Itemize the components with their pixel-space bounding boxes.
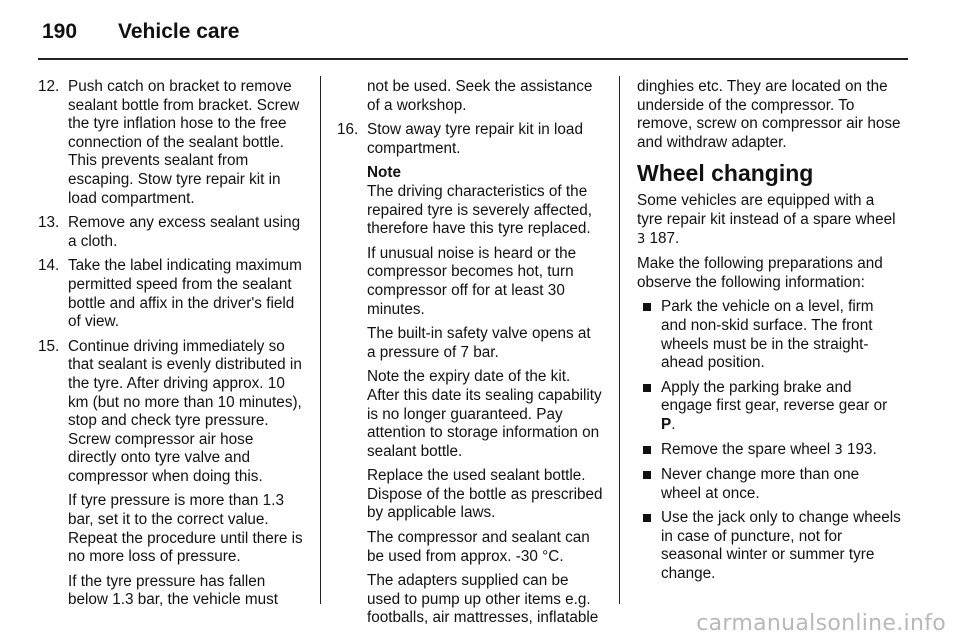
bullet-item <box>639 441 903 461</box>
step-text: Stow away tyre repair kit in load compartment. <box>367 121 583 157</box>
page-ref-link[interactable]: 187. <box>649 229 680 247</box>
intro-text: Some vehicles are equipped with a tyre repair kit instead of a spare wheel <box>637 192 896 228</box>
step-text: Push catch on bracket to remove sealant bottle from bracket. Screw the tyre inflation hose to the free connection of the sealant bottle. This prevents sealant from escaping. Stow tyre repair kit in load compartment. <box>68 78 300 207</box>
bullet-text: Apply the parking brake and engage first gear, reverse gear or <box>661 378 888 415</box>
note-block <box>367 164 603 238</box>
bullet-text: Remove the spare wheel <box>661 440 831 458</box>
bullet-square-icon <box>643 446 651 454</box>
step-number: 16. <box>337 121 359 139</box>
note-para: If unusual noise is heard or the compressor becomes hot, turn compressor off for at least 30 minutes. <box>367 244 577 318</box>
note-para: The compressor and sealant can be used from approx. -30 °C. <box>367 529 590 565</box>
column-divider-2 <box>619 76 620 604</box>
bullet-square-icon <box>643 303 651 311</box>
bullet-square-icon <box>643 471 651 479</box>
tyre-pressure-para-2: If the tyre pressure has fallen below 1.3 bar, the vehicle must <box>68 572 279 609</box>
column-middle <box>337 78 603 634</box>
note-para: The built-in safety valve opens at a pressure of 7 bar. <box>367 325 591 361</box>
column-divider-1 <box>320 76 321 604</box>
bullet-text: Use the jack only to change wheels in case of puncture, not for seasonal winter or summer tyre change. <box>661 509 901 583</box>
page-ref-arrow-icon: 3 <box>834 442 843 458</box>
step-text: Continue driving immediately so that sealant is evenly distributed in the tyre. After driving approx. 10 km (but no more than 10 minutes), stop and check tyre pressure. Screw compressor air hose directly onto tyre valve and compressor when doing this. <box>68 337 302 485</box>
column-right <box>637 78 903 590</box>
note-para: Note the expiry date of the kit. After this date its sealing capability is no longer guaranteed. Pay attention to storage information on sealant bottle. <box>367 368 602 460</box>
step-16 <box>337 121 603 158</box>
continued-text: dinghies etc. They are located on the underside of the compressor. To remove, screw on compressor air hose and withdraw adapter. <box>637 78 901 151</box>
step-text: Take the label indicating maximum permitted speed from the sealant bottle and affix in the driver's field of view. <box>68 257 302 331</box>
note-text: The driving characteristics of the repaired tyre is severely affected, therefore have this tyre replaced. <box>367 182 593 238</box>
step-number: 12. <box>38 78 60 95</box>
bullet-square-icon <box>643 384 651 392</box>
step-14 <box>38 257 306 331</box>
preparation-para: Make the following preparations and observe the following information: <box>637 255 883 291</box>
bullet-item <box>639 298 903 372</box>
page-title: Vehicle care <box>118 20 240 43</box>
bullet-square-icon <box>643 514 651 522</box>
step-12 <box>38 78 306 208</box>
intro-para <box>637 192 903 249</box>
step-13 <box>38 214 306 251</box>
note-para: The adapters supplied can be used to pump up other items e.g. footballs, air mattresses, inflatable <box>367 572 599 627</box>
header-divider <box>38 58 908 60</box>
column-left <box>38 78 306 616</box>
bullet-end: . <box>671 415 676 433</box>
bullet-item <box>639 379 903 435</box>
step-text: Remove any excess sealant using a cloth. <box>68 214 301 250</box>
step-15 <box>38 338 306 487</box>
gear-p-label: P <box>661 415 672 433</box>
bullet-text: Park the vehicle on a level, firm and non-skid surface. The front wheels must be in the straight-ahead position. <box>661 298 874 372</box>
note-label: Note <box>367 164 401 182</box>
page-ref-arrow-icon: 3 <box>637 231 646 247</box>
page-ref-link[interactable]: 193. <box>847 440 877 458</box>
step-number: 14. <box>38 257 60 275</box>
bullet-item <box>639 466 903 503</box>
watermark: carmanualsonline.info <box>696 611 946 636</box>
section-title: Wheel changing <box>637 160 814 187</box>
page-header <box>42 20 239 44</box>
step-number: 15. <box>38 337 60 355</box>
continued-text: not be used. Seek the assistance of a workshop. <box>367 78 593 114</box>
step-number: 13. <box>38 214 60 232</box>
tyre-pressure-para-1: If tyre pressure is more than 1.3 bar, set it to the correct value. Repeat the procedure until there is no more loss of pressure. <box>68 492 303 566</box>
bullet-item <box>639 509 903 583</box>
page-number: 190 <box>42 20 78 43</box>
bullet-text: Never change more than one wheel at once. <box>661 466 860 502</box>
note-para: Replace the used sealant bottle. Dispose of the bottle as prescribed by applicable laws. <box>367 467 603 522</box>
